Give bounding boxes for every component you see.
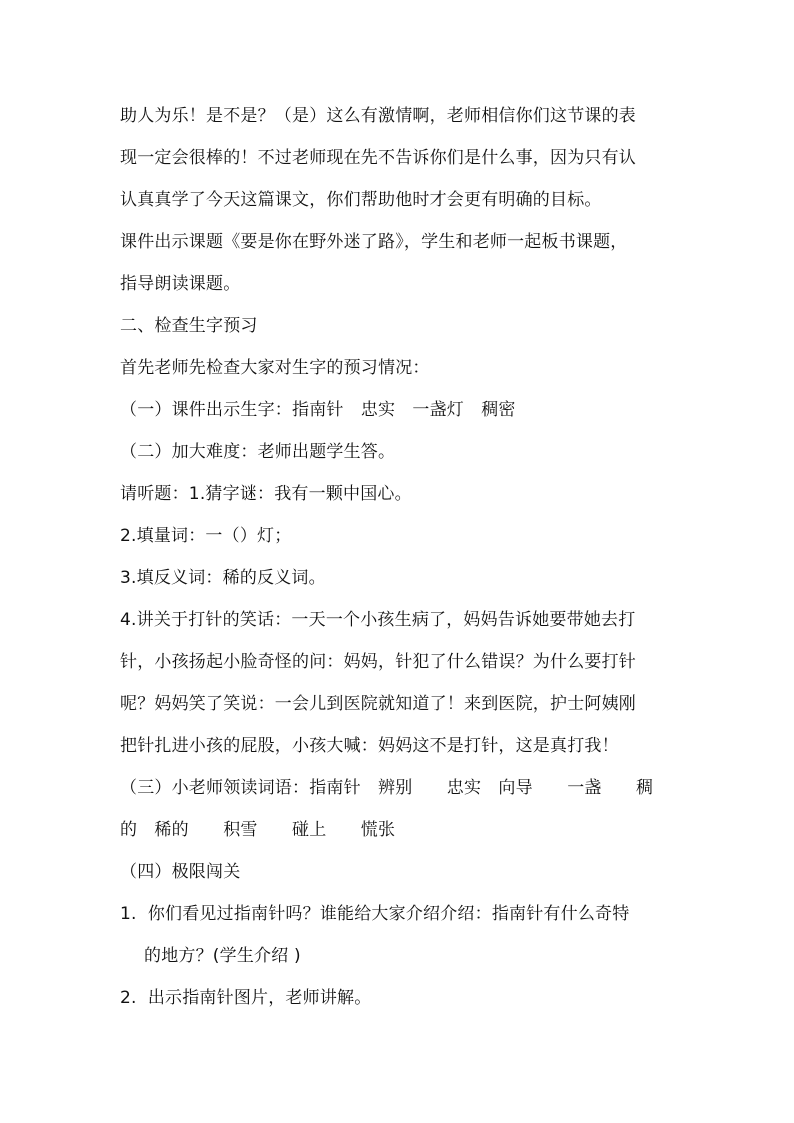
paragraph-line: （一）课件出示生字：指南针 忠实 一盏灯 稠密 <box>120 400 516 420</box>
paragraph-line: 的 稀的 积雪 碰上 慌张 <box>120 820 396 840</box>
paragraph-line: （三）小老师领读词语：指南针 辨别 忠实 向导 一盏 稠 <box>120 778 654 798</box>
paragraph-line: 认真真学了今天这篇课文，你们帮助他时才会更有明确的目标。 <box>120 190 602 210</box>
paragraph-line: 针，小孩扬起小脸奇怪的问：妈妈，针犯了什么错误？为什么要打针 <box>120 652 636 672</box>
paragraph-line: 请听题：1.猜字谜：我有一颗中国心。 <box>120 484 412 504</box>
paragraph-line: 3.填反义词：稀的反义词。 <box>120 568 326 588</box>
paragraph-line: 现一定会很棒的！不过老师现在先不告诉你们是什么事，因为只有认 <box>120 148 636 168</box>
section-heading: （四）极限闯关 <box>120 862 241 882</box>
paragraph-line: 首先老师先检查大家对生字的预习情况： <box>120 358 430 378</box>
paragraph-line: 助人为乐！是不是？（是）这么有激情啊，老师相信你们这节课的表 <box>120 106 636 126</box>
list-item: 2. 出示指南针图片，老师讲解。 <box>120 988 372 1008</box>
paragraph-line: 把针扎进小孩的屁股，小孩大喊：妈妈这不是打针，这是真打我！ <box>120 736 619 756</box>
paragraph-line: 指导朗读课题。 <box>120 274 241 294</box>
paragraph-line: 课件出示课题《要是你在野外迷了路》，学生和老师一起板书课题， <box>120 232 628 252</box>
list-item: 1. 你们看见过指南针吗？谁能给大家介绍介绍：指南针有什么奇特 <box>120 904 630 924</box>
paragraph-line: 4.讲关于打针的笑话：一天一个小孩生病了，妈妈告诉她要带她去打 <box>120 610 636 630</box>
list-item-continuation: 的地方？(学生介绍 ) <box>144 946 301 966</box>
paragraph-line: 呢？妈妈笑了笑说：一会儿到医院就知道了！来到医院，护士阿姨刚 <box>120 694 636 714</box>
paragraph-line: 2.填量词：一（）灯； <box>120 526 292 546</box>
paragraph-line: （二）加大难度：老师出题学生答。 <box>120 442 396 462</box>
section-heading: 二、检查生字预习 <box>120 316 258 336</box>
